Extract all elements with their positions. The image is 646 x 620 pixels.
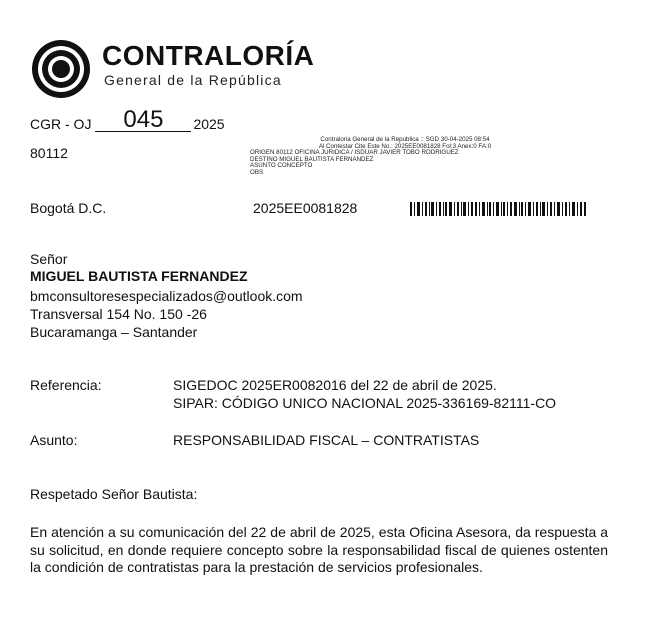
recipient-email: bmconsultoresespecializados@outlook.com: [30, 288, 303, 304]
stamp-obs: OBS: [250, 168, 264, 176]
recipient-city: Bucaramanga – Santander: [30, 324, 198, 340]
org-subtitle: General de la República: [104, 72, 282, 88]
reference-year: 2025: [193, 116, 225, 132]
stamp-line2: Al Contestar Cite Este No.: 2025EE0081828 Fol:3 Anex:0 FA:0: [318, 142, 492, 150]
recipient-address: Transversal 154 No. 150 -26: [30, 306, 207, 322]
reference-number: 045: [95, 109, 191, 132]
body-paragraph: En atención a su comunicación del 22 de abril de 2025, esta Oficina Asesora, da respuesta a su solicitud, en donde requiere concepto sobre la responsabilidad fiscal de quienes ostenten la condición de contratistas para la prestación de servicios profesionales.: [30, 524, 608, 575]
reference-prefix: CGR - OJ: [30, 116, 92, 132]
office-code: 80112: [30, 145, 68, 161]
stamp-destino: DESTINO MIGUEL BAUTISTA FERNANDEZ: [250, 155, 374, 163]
barcode-icon: [410, 202, 586, 216]
asunto-label: Asunto:: [30, 432, 78, 448]
radicado-number: 2025EE0081828: [253, 200, 358, 216]
contraloria-logo-icon: [30, 38, 92, 100]
stamp-line1: Contraloria General de la Republica :: SGD 30-04-2025 08:54: [320, 136, 490, 143]
org-name: CONTRALORÍA: [102, 40, 315, 71]
filing-stamp: [250, 137, 560, 177]
recipient-name: MIGUEL BAUTISTA FERNANDEZ: [30, 268, 248, 284]
referencia-line1: SIGEDOC 2025ER0082016 del 22 de abril de 2025.: [173, 377, 497, 393]
referencia-line2: SIPAR: CÓDIGO UNICO NACIONAL 2025-336169-82111-CO: [173, 395, 557, 411]
asunto-value: RESPONSABILIDAD FISCAL – CONTRATISTAS: [173, 432, 480, 448]
stamp-asunto: ASUNTO CONCEPTO: [250, 162, 313, 170]
greeting: Respetado Señor Bautista:: [30, 486, 198, 502]
stamp-origen: ORIGEN 80112 OFICINA JURIDICA / ISDUAR JAVIER TOBO RODRIGUEZ: [250, 149, 459, 157]
salutation-title: Señor: [30, 251, 68, 267]
city: Bogotá D.C.: [30, 200, 107, 216]
reference-line: [30, 106, 225, 132]
referencia-label: Referencia:: [30, 377, 102, 393]
